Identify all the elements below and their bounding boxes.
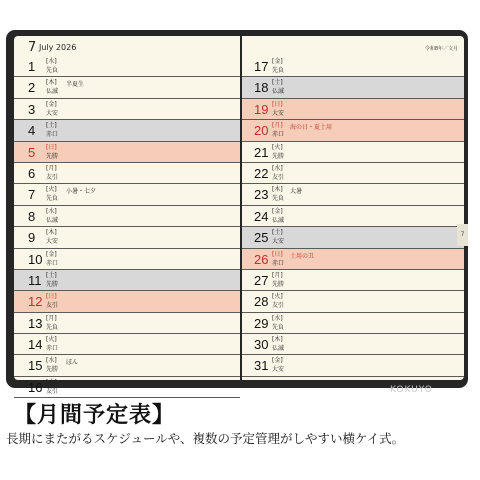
day-note: 海の日・夏土用	[290, 124, 333, 132]
day-row	[14, 142, 240, 163]
day-note: 小暑・七夕	[66, 188, 97, 196]
weekday-label: [木]	[272, 186, 283, 194]
weekday-label: [水]	[46, 357, 57, 365]
era-label: 令和8年／文月	[424, 46, 458, 52]
day-row	[14, 56, 240, 77]
day-row	[14, 163, 240, 184]
month-label: July 2026	[39, 43, 77, 52]
day-row	[14, 377, 240, 398]
weekday-label: [水]	[272, 314, 283, 322]
rokuyo-label: 友引	[272, 302, 285, 310]
section-description: 長期にまたがるスケジュールや、複数の予定管理がしやすい横ケイ式。	[6, 431, 405, 446]
weekday-label: [金]	[272, 58, 283, 65]
day-row	[242, 249, 464, 270]
right-page	[242, 36, 464, 380]
day-row	[14, 206, 240, 227]
rokuyo-label: 大安	[46, 238, 59, 246]
day-row	[14, 334, 240, 355]
day-note: 大暑	[290, 188, 303, 196]
rokuyo-label: 先勝	[46, 152, 59, 160]
rokuyo-label: 仏滅	[272, 88, 285, 96]
day-number: 15	[28, 358, 43, 374]
weekday-label: [木]	[46, 378, 57, 386]
day-row	[242, 184, 464, 205]
day-row	[14, 291, 240, 312]
rokuyo-label: 仏滅	[272, 345, 285, 353]
weekday-label: [金]	[46, 250, 57, 258]
weekday-label: [土]	[272, 229, 283, 237]
day-number: 14	[28, 337, 43, 353]
day-number: 23	[254, 187, 269, 203]
left-day-list	[14, 56, 240, 398]
weekday-label: [日]	[272, 250, 283, 258]
rokuyo-label: 赤口	[272, 259, 285, 267]
month-index-tab[interactable]: 7	[457, 224, 468, 246]
day-number: 24	[254, 208, 269, 224]
day-number: 19	[254, 101, 269, 117]
rokuyo-label: 友引	[272, 173, 285, 181]
day-row	[242, 163, 464, 184]
day-row	[14, 355, 240, 376]
day-row	[14, 77, 240, 98]
rokuyo-label: 友引	[46, 302, 59, 310]
weekday-label: [火]	[272, 143, 283, 151]
day-row	[242, 270, 464, 291]
day-number: 18	[254, 80, 269, 96]
day-number: 3	[28, 101, 36, 117]
day-number: 4	[28, 123, 36, 139]
rokuyo-label: 赤口	[46, 131, 59, 139]
day-number: 1	[28, 59, 36, 74]
weekday-label: [日]	[46, 293, 57, 301]
day-row	[242, 355, 464, 376]
month-number: 7	[28, 40, 37, 55]
section-heading: 【月間予定表】	[14, 403, 176, 428]
rokuyo-label: 赤口	[272, 131, 285, 139]
day-row	[242, 227, 464, 248]
day-note: 半夏生	[66, 81, 85, 89]
day-row	[242, 291, 464, 312]
weekday-label: [金]	[46, 100, 57, 108]
weekday-label: [月]	[46, 164, 57, 172]
rokuyo-label: 大安	[272, 238, 285, 246]
weekday-label: [日]	[272, 100, 283, 108]
weekday-label: [土]	[46, 271, 57, 279]
left-page	[14, 36, 240, 395]
day-number: 10	[28, 251, 43, 267]
rokuyo-label: 友引	[46, 387, 59, 395]
weekday-label: [木]	[46, 229, 57, 237]
weekday-label: [木]	[272, 336, 283, 344]
day-row	[242, 334, 464, 355]
rokuyo-label: 仏滅	[46, 88, 59, 96]
weekday-label: [月]	[46, 314, 57, 322]
day-row	[242, 120, 464, 141]
day-number: 27	[254, 272, 269, 288]
day-row	[242, 77, 464, 98]
day-number: 22	[254, 165, 269, 181]
day-row	[14, 99, 240, 120]
rokuyo-label: 大安	[46, 109, 59, 117]
weekday-label: [水]	[46, 207, 57, 215]
rokuyo-label: 先勝	[272, 152, 285, 160]
rokuyo-label: 仏滅	[272, 216, 285, 224]
weekday-label: [水]	[46, 58, 57, 65]
day-number: 31	[254, 358, 269, 374]
weekday-label: [金]	[272, 357, 283, 365]
day-row	[14, 120, 240, 141]
day-number: 28	[254, 294, 269, 310]
day-row	[14, 313, 240, 334]
day-number: 13	[28, 315, 43, 331]
rokuyo-label: 先勝	[46, 366, 59, 374]
rokuyo-label: 赤口	[46, 259, 59, 267]
right-day-list	[242, 56, 464, 377]
rokuyo-label: 大安	[272, 109, 285, 117]
day-number: 11	[28, 272, 42, 288]
day-number: 9	[28, 230, 36, 246]
day-row	[242, 206, 464, 227]
day-row	[242, 99, 464, 120]
day-row	[14, 249, 240, 270]
weekday-label: [水]	[272, 164, 283, 172]
day-row	[14, 184, 240, 205]
day-number: 26	[254, 251, 269, 267]
weekday-label: [月]	[272, 271, 283, 279]
rokuyo-label: 先負	[46, 323, 59, 331]
weekday-label: [火]	[272, 293, 283, 301]
day-number: 5	[28, 144, 36, 160]
weekday-label: [金]	[272, 207, 283, 215]
day-row	[242, 56, 464, 77]
rokuyo-label: 大安	[272, 366, 285, 374]
day-note: 土用の丑	[290, 252, 315, 260]
month-header	[14, 40, 240, 56]
day-number: 2	[28, 80, 36, 96]
rokuyo-label: 先勝	[272, 280, 285, 288]
weekday-label: [土]	[272, 79, 283, 87]
day-number: 8	[28, 208, 36, 224]
watermark: KOKUYO	[390, 385, 433, 395]
day-note: ぼん	[66, 359, 79, 367]
rokuyo-label: 赤口	[46, 345, 59, 353]
day-row	[14, 227, 240, 248]
day-number: 30	[254, 337, 269, 353]
day-row	[14, 270, 240, 291]
rokuyo-label: 先負	[272, 323, 285, 331]
weekday-label: [木]	[46, 79, 57, 87]
rokuyo-label: 先負	[272, 67, 285, 74]
day-number: 7	[28, 187, 36, 203]
day-number: 25	[254, 230, 269, 246]
day-number: 16	[28, 379, 43, 395]
rokuyo-label: 先負	[272, 195, 285, 203]
weekday-label: [月]	[272, 122, 283, 130]
era-header	[242, 40, 464, 56]
day-number: 20	[254, 123, 269, 139]
day-row	[242, 142, 464, 163]
day-number: 6	[28, 165, 36, 181]
day-row	[242, 313, 464, 334]
day-number: 12	[28, 294, 43, 310]
weekday-label: [土]	[46, 122, 57, 130]
day-number: 21	[254, 144, 269, 160]
rokuyo-label: 仏滅	[46, 216, 59, 224]
day-number: 17	[254, 59, 269, 74]
rokuyo-label: 先負	[46, 195, 59, 203]
rokuyo-label: 友引	[46, 173, 59, 181]
day-number: 29	[254, 315, 269, 331]
weekday-label: [日]	[46, 143, 57, 151]
rokuyo-label: 先勝	[46, 280, 59, 288]
rokuyo-label: 先負	[46, 67, 59, 74]
weekday-label: [火]	[46, 336, 57, 344]
weekday-label: [火]	[46, 186, 57, 194]
